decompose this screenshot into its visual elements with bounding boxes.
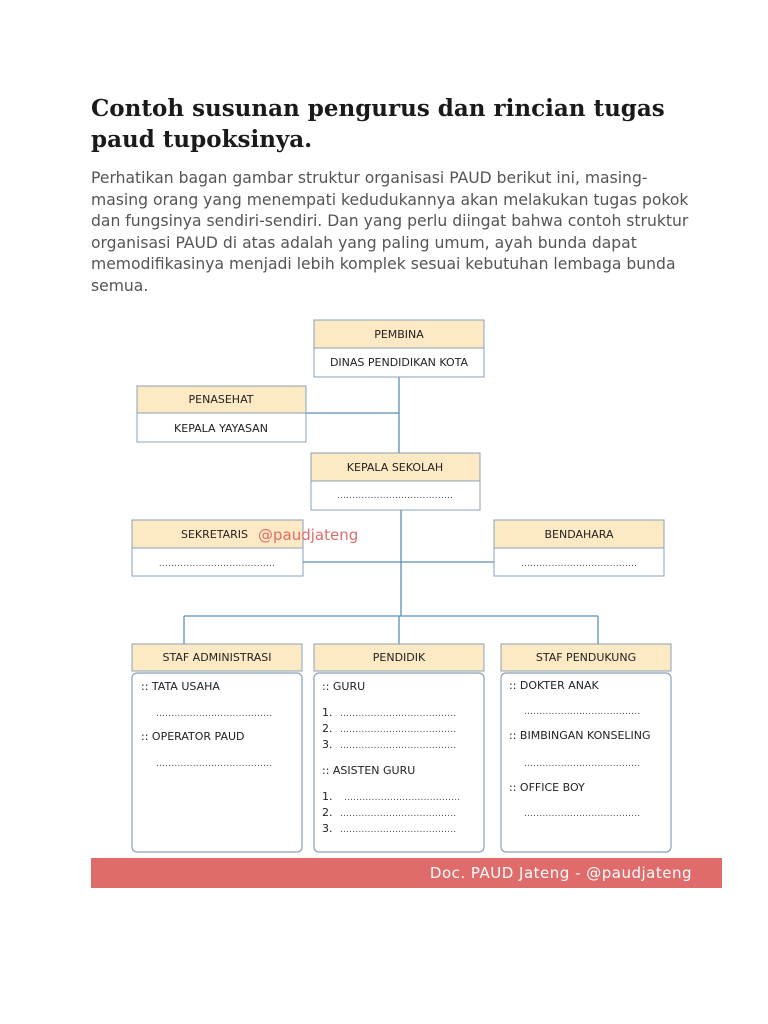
- pendidik-placeholder: ......................................: [340, 741, 457, 751]
- staf-pendukung-item: :: OFFICE BOY: [509, 781, 585, 794]
- pembina-title: PEMBINA: [374, 328, 424, 341]
- staf-administrasi-placeholder: ......................................: [156, 709, 273, 719]
- article-intro: Perhatikan bagan gambar struktur organisasi PAUD berikut ini, masing-masing orang yang menempati kedudukannya akan melakukan tugas pokok dan fungsinya sendiri-sendiri. Dan yang perlu diingat bahwa contoh struktur organisasi PAUD di atas adalah yang paling umum, ayah bunda dapat memodifikasinya menjadi lebih komplek sesuai kebutuhan lembaga bunda semua.: [91, 169, 689, 295]
- staf-pendukung-item: :: BIMBINGAN KONSELING: [509, 729, 651, 742]
- pendidik-number: 2.: [322, 722, 333, 735]
- staf-pendukung-placeholder: ......................................: [524, 809, 641, 819]
- staf-administrasi-item: :: OPERATOR PAUD: [141, 730, 245, 743]
- kepala-sekolah-title: KEPALA SEKOLAH: [346, 461, 444, 474]
- box-sekretaris: [132, 520, 358, 576]
- box-penasehat: [137, 386, 306, 442]
- pendidik-placeholder: ......................................: [340, 725, 457, 735]
- penasehat-value: KEPALA YAYASAN: [174, 422, 268, 435]
- footer-bar: [91, 858, 722, 888]
- staf-pendukung-item: :: DOKTER ANAK: [509, 679, 599, 692]
- staf-administrasi-item: :: TATA USAHA: [141, 680, 220, 693]
- pendidik-title: PENDIDIK: [372, 651, 426, 664]
- box-bendahara: [494, 520, 664, 576]
- box-staf-pendukung: [501, 644, 671, 852]
- pendidik-number: 1.: [322, 706, 333, 719]
- pendidik-group: :: GURU: [322, 680, 366, 693]
- pendidik-placeholder: ......................................: [340, 825, 457, 835]
- penasehat-title: PENASEHAT: [188, 393, 254, 406]
- bendahara-placeholder: ......................................: [520, 559, 638, 569]
- staf-administrasi-placeholder: ......................................: [156, 759, 273, 769]
- box-staf-administrasi: [132, 644, 302, 852]
- pendidik-number: 3.: [322, 738, 333, 751]
- box-kepala-sekolah: [311, 453, 480, 510]
- pendidik-number: 2.: [322, 806, 333, 819]
- kepala-sekolah-placeholder: ......................................: [336, 491, 454, 501]
- pendidik-number: 1.: [322, 790, 333, 803]
- pendidik-number: 3.: [322, 822, 333, 835]
- sekretaris-title: SEKRETARIS: [181, 528, 248, 541]
- pembina-value: DINAS PENDIDIKAN KOTA: [329, 356, 469, 369]
- footer-text: Doc. PAUD Jateng - @paudjateng: [429, 864, 692, 882]
- pendidik-group: :: ASISTEN GURU: [322, 764, 416, 777]
- box-pendidik: [314, 644, 484, 852]
- pendidik-placeholder: ......................................: [340, 709, 457, 719]
- watermark-text: @paudjateng: [258, 526, 359, 544]
- box-pembina: [314, 320, 484, 377]
- pendidik-placeholder: ......................................: [344, 793, 461, 803]
- staf-administrasi-title: STAF ADMINISTRASI: [162, 651, 272, 664]
- staf-pendukung-placeholder: ......................................: [524, 707, 641, 717]
- sekretaris-placeholder: ......................................: [158, 559, 276, 569]
- staf-pendukung-placeholder: ......................................: [524, 759, 641, 769]
- article-title: Contoh susunan pengurus dan rincian tugas paud tupoksinya.: [91, 95, 665, 153]
- pendidik-placeholder: ......................................: [340, 809, 457, 819]
- staf-pendukung-title: STAF PENDUKUNG: [535, 651, 637, 664]
- bendahara-title: BENDAHARA: [544, 528, 614, 541]
